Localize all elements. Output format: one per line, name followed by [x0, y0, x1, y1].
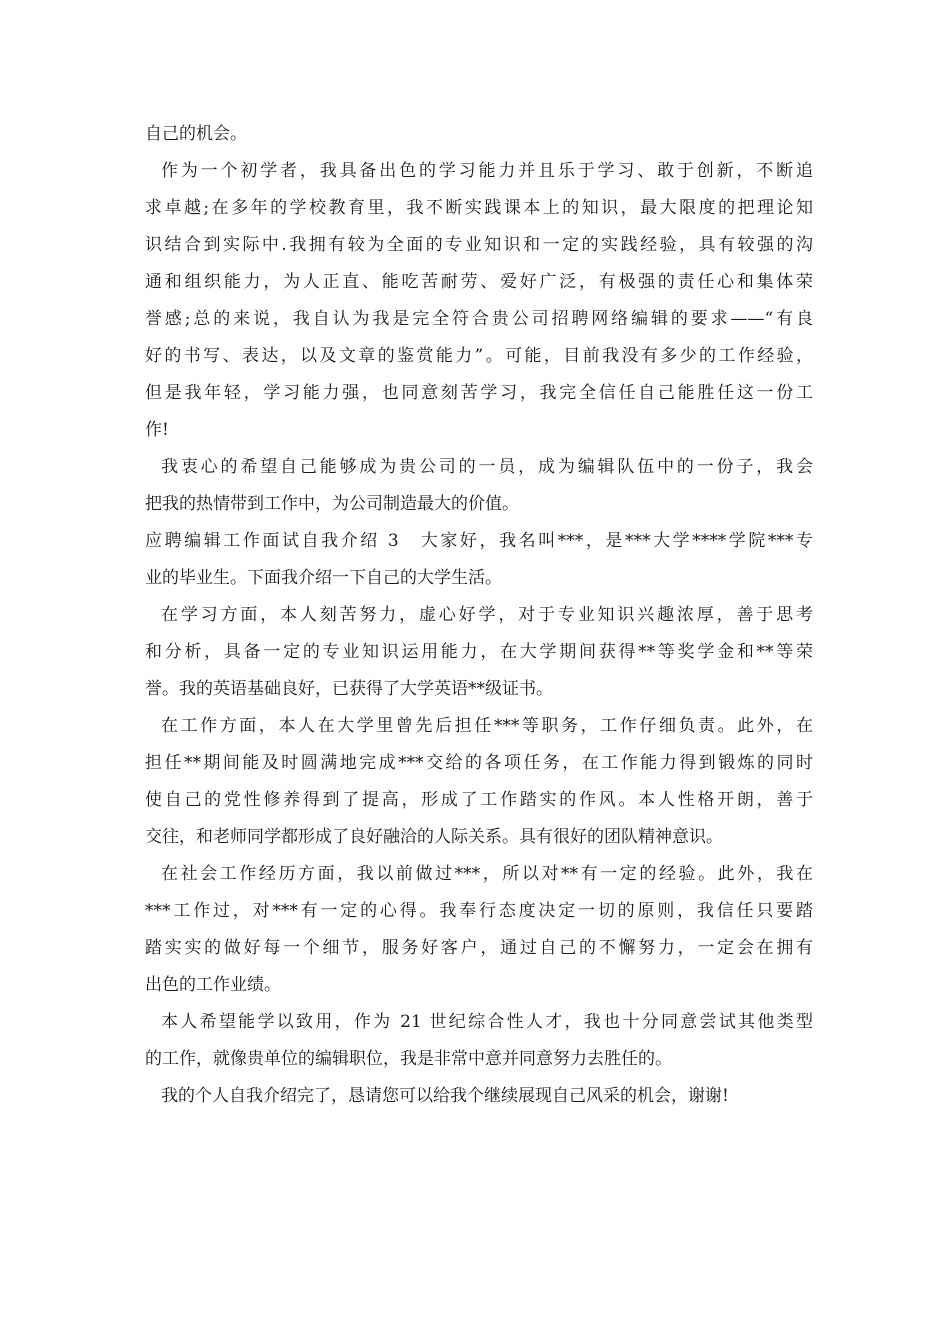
- text-line: 自己的机会。: [145, 124, 247, 144]
- text-line: 誉感;总的来说，我自认为我是完全符合贵公司招聘网络编辑的要求——“有良: [145, 309, 813, 329]
- text-line: 求卓越;在多年的学校教育里，我不断实践课本上的知识，最大限度的把理论知: [145, 198, 813, 218]
- paragraph-first-line: 在学习方面，本人刻苦努力，虚心好学，对于专业知识兴趣浓厚，善于思考: [161, 605, 813, 625]
- text-line: ***工作过，对***有一定的心得。我奉行态度决定一切的原则，我信任只要踏: [145, 901, 813, 921]
- text-line: 担任**期间能及时圆满地完成***交给的各项任务，在工作能力得到锻炼的同时: [145, 753, 813, 773]
- text-line: 交往，和老师同学都形成了良好融洽的人际关系。具有很好的团队精神意识。: [145, 827, 723, 847]
- text-line: 好的书写、表达，以及文章的鉴赏能力”。可能，目前我没有多少的工作经验，: [145, 346, 813, 366]
- text-line: 出色的工作业绩。: [145, 975, 281, 995]
- text-line: 业的毕业生。下面我介绍一下自己的大学生活。: [145, 568, 502, 588]
- text-line: 誉。我的英语基础良好，已获得了大学英语**级证书。: [145, 679, 553, 699]
- text-line: 把我的热情带到工作中，为公司制造最大的价值。: [145, 494, 519, 514]
- document-body: [145, 116, 813, 1115]
- paragraph-first-line: 我的个人自我介绍完了，恳请您可以给我个继续展现自己风采的机会，谢谢!: [161, 1086, 729, 1106]
- text-line: 和分析，具备一定的专业知识运用能力，在大学期间获得**等奖学金和**等荣: [145, 642, 813, 662]
- text-line: 识结合到实际中.我拥有较为全面的专业知识和一定的实践经验，具有较强的沟: [145, 235, 813, 255]
- paragraph-first-line: 作为一个初学者，我具备出色的学习能力并且乐于学习、敢于创新，不断追: [161, 161, 813, 181]
- paragraph-first-line: 我衷心的希望自己能够成为贵公司的一员，成为编辑队伍中的一份子，我会: [161, 457, 813, 477]
- text-line: 作!: [145, 420, 169, 440]
- text-line: 踏实实的做好每一个细节，服务好客户，通过自己的不懈努力，一定会在拥有: [145, 938, 813, 958]
- paragraph-first-line: 在社会工作经历方面，我以前做过***，所以对**有一定的经验。此外，我在: [161, 864, 813, 884]
- paragraph-first-line: 本人希望能学以致用，作为 21 世纪综合性人才，我也十分同意尝试其他类型: [161, 1012, 813, 1032]
- section-heading-line: 应聘编辑工作面试自我介绍 3 大家好，我名叫***，是***大学****学院***专: [145, 531, 813, 551]
- text-line: 但是我年轻，学习能力强，也同意刻苦学习，我完全信任自己能胜任这一份工: [145, 383, 813, 403]
- text-line: 使自己的党性修养得到了提高，形成了工作踏实的作风。本人性格开朗，善于: [145, 790, 813, 810]
- paragraph-first-line: 在工作方面，本人在大学里曾先后担任***等职务，工作仔细负责。此外，在: [161, 716, 813, 736]
- text-line: 通和组织能力，为人正直、能吃苦耐劳、爱好广泛，有极强的责任心和集体荣: [145, 272, 813, 292]
- text-line: 的工作，就像贵单位的编辑职位，我是非常中意并同意努力去胜任的。: [145, 1049, 672, 1069]
